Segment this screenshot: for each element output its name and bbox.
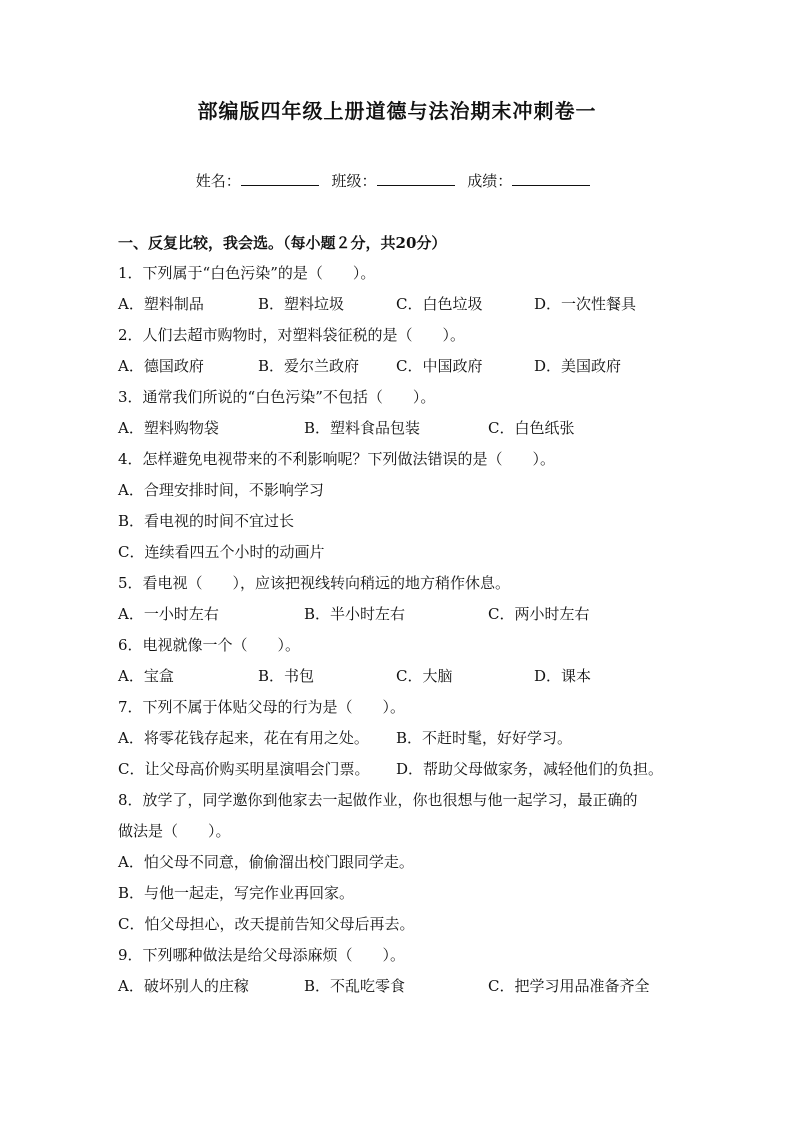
name-label: 姓名：: [195, 172, 241, 190]
question-7: 7．下列不属于体贴父母的行为是（ ）。: [118, 698, 406, 716]
option-c[interactable]: C．白色垃圾: [396, 295, 483, 313]
question-2: 2．人们去超市购物时，对塑料袋征税的是（ ）。: [118, 326, 466, 344]
section-heading: 一、反复比较，我会选。（每小题２分，共20分）: [118, 234, 447, 252]
question-9: 9．下列哪种做法是给父母添麻烦（ ）。: [118, 946, 406, 964]
option-c[interactable]: C．连续看四五个小时的动画片: [118, 543, 325, 561]
option-d[interactable]: D．课本: [534, 667, 592, 685]
option-c[interactable]: C．两小时左右: [488, 605, 590, 623]
option-a[interactable]: A．破坏别人的庄稼: [118, 977, 249, 995]
option-a[interactable]: A．一小时左右: [118, 605, 219, 623]
score-blank[interactable]: [512, 171, 590, 186]
option-b[interactable]: B．与他一起走，写完作业再回家。: [118, 884, 355, 902]
class-label: 班级：: [331, 172, 377, 190]
option-b[interactable]: B．爱尔兰政府: [258, 357, 360, 375]
option-c[interactable]: C．怕父母担心，改天提前告知父母后再去。: [118, 915, 415, 933]
option-b[interactable]: B．书包: [258, 667, 315, 685]
option-b[interactable]: B．不乱吃零食: [304, 977, 406, 995]
option-a[interactable]: A．塑料购物袋: [118, 419, 219, 437]
option-a[interactable]: A．合理安排时间，不影响学习: [118, 481, 324, 499]
option-a[interactable]: A．怕父母不同意，偷偷溜出校门跟同学走。: [118, 853, 414, 871]
question-3: 3．通常我们所说的“白色污染”不包括（ ）。: [118, 388, 436, 406]
class-blank[interactable]: [377, 171, 455, 186]
option-a[interactable]: A．宝盒: [118, 667, 174, 685]
option-c[interactable]: C．大脑: [396, 667, 453, 685]
option-b[interactable]: B．不赶时髦，好好学习。: [396, 729, 573, 747]
option-b[interactable]: B．看电视的时间不宜过长: [118, 512, 295, 530]
option-d[interactable]: D．帮助父母做家务，减轻他们的负担。: [396, 760, 664, 778]
question-1: 1．下列属于“白色污染”的是（ ）。: [118, 264, 376, 282]
option-d[interactable]: D．美国政府: [534, 357, 622, 375]
option-a[interactable]: A．德国政府: [118, 357, 204, 375]
option-b[interactable]: B．塑料垃圾: [258, 295, 345, 313]
option-d[interactable]: D．一次性餐具: [534, 295, 637, 313]
option-a[interactable]: A．将零花钱存起来，花在有用之处。: [118, 729, 369, 747]
option-c[interactable]: C．让父母高价购买明星演唱会门票。: [118, 760, 370, 778]
question-8: 8．放学了，同学邀你到他家去一起做作业，你也很想与他一起学习，最正确的: [118, 791, 638, 809]
student-info-row: [0, 170, 794, 191]
option-c[interactable]: C．把学习用品准备齐全: [488, 977, 650, 995]
page-title: 部编版四年级上册道德与法治期末冲刺卷一: [197, 99, 597, 123]
option-c[interactable]: C．中国政府: [396, 357, 483, 375]
question-6: 6．电视就像一个（ ）。: [118, 636, 301, 654]
question-4: 4．怎样避免电视带来的不利影响呢？下列做法错误的是（ ）。: [118, 450, 556, 468]
score-label: 成绩：: [467, 172, 513, 190]
option-a[interactable]: A．塑料制品: [118, 295, 204, 313]
question-8-continued: 做法是（ ）。: [118, 822, 231, 840]
option-b[interactable]: B．塑料食品包装: [304, 419, 421, 437]
question-5: 5．看电视（ ），应该把视线转向稍远的地方稍作休息。: [118, 574, 511, 592]
option-c[interactable]: C．白色纸张: [488, 419, 575, 437]
name-blank[interactable]: [241, 171, 319, 186]
option-b[interactable]: B．半小时左右: [304, 605, 406, 623]
